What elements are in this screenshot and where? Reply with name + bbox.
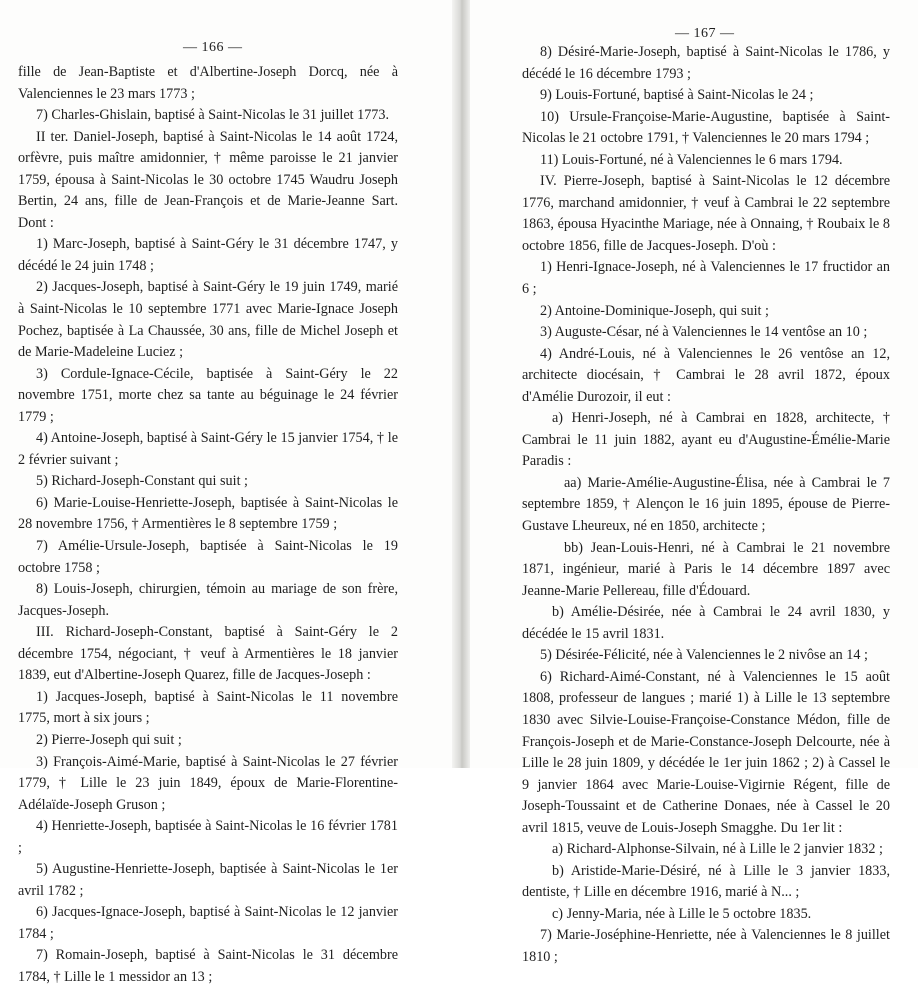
paragraph: 6) Jacques-Ignace-Joseph, baptisé à Saint-Nicolas le 12 janvier 1784 ; [18, 904, 398, 942]
paragraph: 2) Pierre-Joseph qui suit ; [36, 731, 182, 748]
paragraph: 5) Augustine-Henriette-Joseph, baptisée à Saint-Nicolas le 1er avril 1782 ; [18, 861, 398, 899]
paragraph: 6) Marie-Louise-Henriette-Joseph, baptisée à Saint-Nicolas le 28 novembre 1756, † Armentières le 8 septembre 1759 ; [18, 494, 398, 533]
paragraph: III. Richard-Joseph-Constant, baptisé à Saint-Géry le 2 décembre 1754, négociant, † veuf à Armentières le 18 janvier 1839, eut d'Albertine-Joseph Quarez, fille de Jacques-Joseph : [18, 624, 398, 684]
paragraph: 7) Charles-Ghislain, baptisé à Saint-Nicolas le 31 juillet 1773. [36, 107, 390, 124]
paragraph: 4) Antoine-Joseph, baptisé à Saint-Géry le 15 janvier 1754, † le 2 février suivant ; [18, 430, 398, 468]
paragraph: 4) André-Louis, né à Valenciennes le 26 ventôse an 12, architecte diocésain, † Cambrai le 28 avril 1872, époux d'Amélie Durozoir, il eut : [522, 345, 890, 405]
paragraph: fille de Jean-Baptiste et d'Albertine-Joseph Dorcq, née à Valenciennes le 23 mars 1773 ; [18, 64, 398, 102]
paragraph: a) Richard-Alphonse-Silvain, né à Lille le 2 janvier 1832 ; [552, 841, 883, 858]
paragraph: b) Aristide-Marie-Désiré, né à Lille le 3 janvier 1833, dentiste, † Lille en décembre 1916, marié à N... ; [522, 862, 890, 901]
paragraph: 3) François-Aimé-Marie, baptisé à Saint-Nicolas le 27 février 1779, † Lille le 23 juin 1849, époux de Marie-Florentine-Adélaïde-Joseph Gruson ; [18, 753, 398, 813]
paragraph: bb) Jean-Louis-Henri, né à Cambrai le 21 novembre 1871, ingénieur, marié à Paris le 14 décembre 1897 avec Jeanne-Marie Pellereau, fille d'Édouard. [522, 539, 890, 599]
paragraph: 9) Louis-Fortuné, baptisé à Saint-Nicolas le 24 ; [540, 87, 814, 104]
paragraph: 5) Désirée-Félicité, née à Valenciennes le 2 nivôse an 14 ; [540, 647, 868, 664]
paragraph: 4) Henriette-Joseph, baptisée à Saint-Nicolas le 16 février 1781 ; [18, 818, 398, 856]
right-page [470, 0, 918, 965]
paragraph: 10) Ursule-Françoise-Marie-Augustine, baptisée à Saint-Nicolas le 21 octobre 1791, † Valenciennes le 20 mars 1794 ; [522, 108, 890, 147]
paragraph: 11) Louis-Fortuné, né à Valenciennes le 6 mars 1794. [540, 151, 843, 168]
paragraph: 7) Marie-Joséphine-Henriette, née à Valenciennes le 8 juillet 1810 ; [522, 927, 890, 965]
paragraph: 1) Jacques-Joseph, baptisé à Saint-Nicolas le 11 novembre 1775, mort à six jours ; [18, 688, 398, 727]
page-number-left: — 166 — [183, 40, 243, 55]
left-page [0, 0, 452, 985]
paragraph: 7) Romain-Joseph, baptisé à Saint-Nicolas le 31 décembre 1784, † Lille le 1 messidor an 13 ; [18, 947, 398, 985]
right-page-text [522, 42, 890, 969]
paragraph: 2) Antoine-Dominique-Joseph, qui suit ; [540, 302, 769, 319]
paragraph: IV. Pierre-Joseph, baptisé à Saint-Nicolas le 12 décembre 1776, marchand amidonnier, † veuf à Cambrai le 22 septembre 1863, épousa Hyacinthe Mariage, née à Onnaing, † Roubaix le 8 octobre 1856, fille de Jacques-Joseph. D'où : [522, 173, 890, 254]
paragraph: II ter. Daniel-Joseph, baptisé à Saint-Nicolas le 14 août 1724, orfèvre, puis maître amidonnier, † même paroisse le 21 janvier 1759, épousa à Saint-Nicolas le 30 octobre 1745 Waudru Joseph Bertin, 24 ans, fille de Jean-François et de Marie-Jeanne Sart. Dont : [18, 128, 398, 231]
paragraph: 7) Amélie-Ursule-Joseph, baptisée à Saint-Nicolas le 19 octobre 1758 ; [18, 538, 398, 576]
book-gutter [452, 0, 470, 768]
paragraph: 5) Richard-Joseph-Constant qui suit ; [36, 473, 249, 490]
paragraph: 3) Auguste-César, né à Valenciennes le 14 ventôse an 10 ; [540, 324, 868, 341]
paragraph: 1) Henri-Ignace-Joseph, né à Valenciennes le 17 fructidor an 6 ; [522, 259, 890, 298]
page-number-right: — 167 — [675, 26, 735, 41]
paragraph: 8) Louis-Joseph, chirurgien, témoin au mariage de son frère, Jacques-Joseph. [18, 581, 398, 619]
paragraph: a) Henri-Joseph, né à Cambrai en 1828, architecte, † Cambrai le 11 juin 1882, ayant eu d'Augustine-Émélie-Marie Paradis : [522, 410, 890, 470]
paragraph: b) Amélie-Désirée, née à Cambrai le 24 avril 1830, y décédée le 15 avril 1831. [522, 604, 890, 642]
paragraph: 3) Cordule-Ignace-Cécile, baptisée à Saint-Géry le 22 novembre 1751, morte chez sa tante au béguinage le 24 février 1779 ; [18, 365, 398, 425]
paragraph: aa) Marie-Amélie-Augustine-Élisa, née à Cambrai le 7 septembre 1859, † Alençon le 16 juin 1895, épouse de Pierre-Gustave Lheureux, né en 1850, architecte ; [522, 474, 890, 535]
paragraph: 1) Marc-Joseph, baptisé à Saint-Géry le 31 décembre 1747, y décédé le 24 juin 1748 ; [18, 236, 398, 274]
paragraph: 2) Jacques-Joseph, baptisé à Saint-Géry le 19 juin 1749, marié à Saint-Nicolas le 10 septembre 1771 avec Marie-Ignace Joseph Pochez, baptisée à La Chaussée, 30 ans, fille de Michel Joseph et de Marie-Madeleine Luciez ; [18, 279, 398, 361]
paragraph: c) Jenny-Maria, née à Lille le 5 octobre 1835. [552, 905, 812, 922]
left-page-text [18, 62, 398, 989]
paragraph: 6) Richard-Aimé-Constant, né à Valenciennes le 15 août 1808, professeur de langues ; marié 1) à Lille le 13 septembre 1830 avec Silvie-Louise-Françoise-Constance Médon, fille de François-Joseph et de Marie-Constance-Joseph Delcourte, née à Lille le 28 juin 1809, y décédée le 1er juin 1862 ; 2) à Cassel le 9 janvier 1864 avec Marie-Louise-Vigirnie Régent, fille de Joseph-Toussaint et de Catherine Donaes, née à Cassel le 20 avril 1815, veuve de Louis-Joseph Smagghe. Du 1er lit : [522, 668, 890, 836]
paragraph: 8) Désiré-Marie-Joseph, baptisé à Saint-Nicolas le 1786, y décédé le 16 décembre 1793 ; [522, 44, 890, 82]
